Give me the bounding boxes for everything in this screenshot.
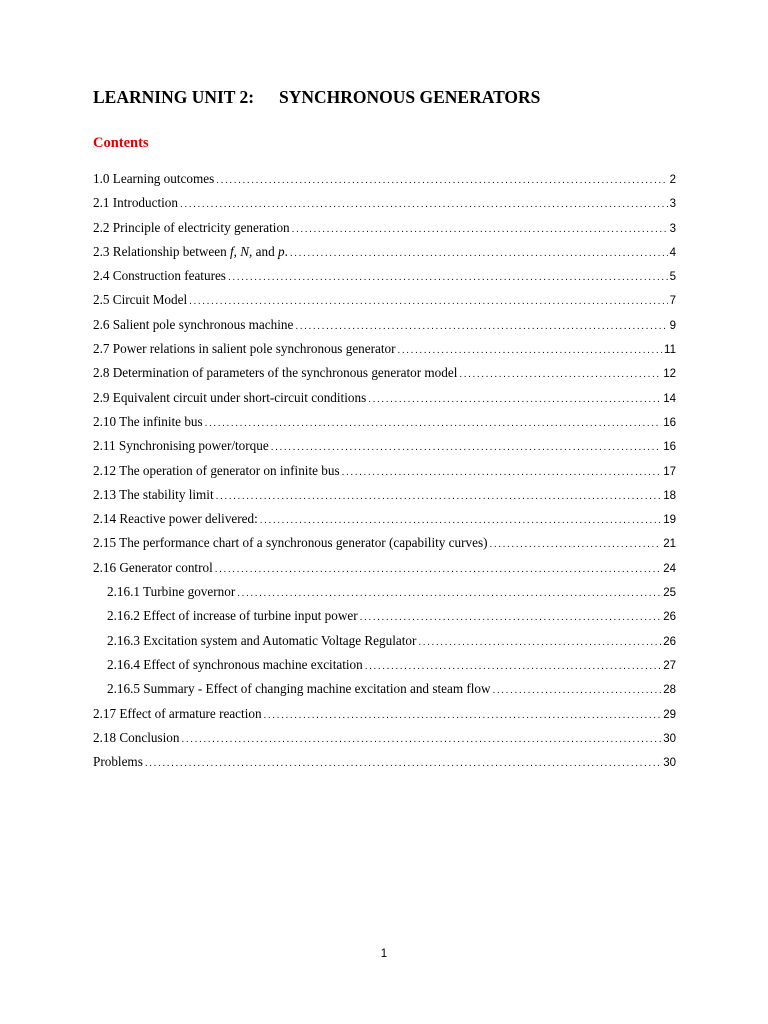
toc-entry-title: 2.16.2 Effect of increase of turbine input power	[107, 608, 358, 624]
toc-dot-leader	[260, 511, 661, 531]
toc-entry-title: 2.16.1 Turbine governor	[107, 584, 236, 600]
toc-entry[interactable]	[93, 242, 676, 266]
toc-dot-leader	[216, 487, 662, 507]
toc-entry[interactable]	[93, 752, 676, 776]
toc-page-number: 7	[669, 295, 676, 308]
toc-entry-title: 2.2 Principle of electricity generation	[93, 219, 290, 235]
toc-page-number: 30	[663, 757, 676, 770]
toc-page-number: 16	[663, 416, 676, 429]
toc-page-number: 18	[663, 489, 676, 502]
toc-entry[interactable]	[93, 315, 676, 339]
toc-entry[interactable]	[93, 436, 676, 460]
toc-page-number: 27	[663, 659, 676, 672]
toc-entry[interactable]	[93, 218, 676, 242]
toc-dot-leader	[360, 608, 662, 628]
page-number: 1	[380, 948, 388, 960]
toc-dot-leader	[215, 560, 661, 580]
toc-dot-leader	[418, 633, 661, 653]
toc-entry[interactable]	[93, 193, 676, 217]
toc-page-number: 12	[663, 368, 676, 381]
toc-entry-title: 2.3 Relationship between f, N, and p.	[93, 243, 288, 259]
toc-entry[interactable]	[93, 363, 676, 387]
toc-page-number: 14	[663, 392, 676, 405]
title-unit: LEARNING UNIT 2:	[93, 87, 255, 107]
toc-page-number: 2	[669, 174, 676, 186]
toc-entry[interactable]	[93, 266, 676, 290]
toc-dot-leader	[264, 706, 662, 726]
toc-entry-title: 2.5 Circuit Model	[93, 292, 188, 308]
toc-entry-title: 2.14 Reactive power delivered:	[93, 511, 258, 527]
toc-entry-title: 2.16.3 Excitation system and Automatic Voltage Regulator	[107, 632, 417, 648]
toc-entry-title: 2.10 The infinite bus	[93, 413, 203, 429]
toc-dot-leader	[459, 365, 661, 385]
toc-page-number: 24	[663, 562, 676, 575]
toc-page-number: 4	[669, 246, 676, 259]
table-of-contents	[93, 169, 676, 776]
toc-dot-leader	[228, 268, 668, 288]
toc-dot-leader	[181, 730, 661, 750]
toc-entry-title: 2.4 Construction features	[93, 268, 226, 284]
toc-subentry[interactable]	[93, 631, 676, 655]
toc-entry-title: 2.7 Power relations in salient pole synchronous generator	[93, 341, 396, 357]
toc-dot-leader	[295, 317, 667, 337]
toc-entry[interactable]	[93, 485, 676, 509]
toc-dot-leader	[398, 341, 663, 361]
toc-entry-title: 2.9 Equivalent circuit under short-circuit conditions	[93, 389, 367, 405]
toc-entry[interactable]	[93, 704, 676, 728]
toc-entry-title: 2.15 The performance chart of a synchronous generator (capability curves)	[93, 535, 488, 551]
toc-page-number: 5	[669, 271, 676, 284]
toc-entry[interactable]	[93, 412, 676, 436]
toc-page-number: 21	[663, 538, 676, 551]
toc-dot-leader	[365, 657, 661, 677]
toc-page-number: 29	[663, 708, 676, 721]
toc-entry-title: 2.18 Conclusion	[93, 729, 180, 745]
toc-entry[interactable]	[93, 290, 676, 314]
toc-subentry[interactable]	[93, 655, 676, 679]
page-title	[93, 87, 540, 108]
toc-entry[interactable]	[93, 509, 676, 533]
toc-entry-title: 2.6 Salient pole synchronous machine	[93, 316, 294, 332]
title-topic: SYNCHRONOUS GENERATORS	[279, 87, 541, 107]
toc-entry[interactable]	[93, 169, 676, 193]
toc-entry-title: 2.17 Effect of armature reaction	[93, 705, 262, 721]
toc-entry-title: 2.16 Generator control	[93, 559, 213, 575]
toc-page-number: 9	[669, 319, 676, 332]
toc-dot-leader	[490, 535, 662, 555]
toc-entry-title: 2.13 The stability limit	[93, 486, 214, 502]
toc-dot-leader	[180, 195, 668, 215]
toc-page-number: 30	[663, 732, 676, 745]
toc-dot-leader	[342, 463, 662, 483]
contents-heading: Contents	[93, 135, 149, 151]
toc-dot-leader	[368, 390, 661, 410]
toc-dot-leader	[216, 171, 667, 191]
toc-entry-title: 1.0 Learning outcomes	[93, 171, 215, 186]
toc-entry[interactable]	[93, 339, 676, 363]
toc-page-number: 17	[663, 465, 676, 478]
toc-entry-title: 2.8 Determination of parameters of the synchronous generator model	[93, 365, 458, 381]
toc-dot-leader	[145, 754, 661, 774]
toc-page-number: 26	[663, 635, 676, 648]
toc-page-number: 16	[663, 441, 676, 454]
toc-entry[interactable]	[93, 461, 676, 485]
toc-page-number: 11	[664, 344, 676, 357]
toc-page-number: 3	[669, 198, 676, 211]
toc-entry[interactable]	[93, 533, 676, 557]
toc-entry[interactable]	[93, 728, 676, 752]
toc-subentry[interactable]	[93, 606, 676, 630]
toc-dot-leader	[205, 414, 662, 434]
toc-subentry[interactable]	[93, 582, 676, 606]
toc-page-number: 28	[663, 684, 676, 697]
toc-entry[interactable]	[93, 388, 676, 412]
toc-entry-title: 2.16.4 Effect of synchronous machine excitation	[107, 656, 363, 672]
toc-dot-leader	[189, 292, 667, 312]
toc-entry-title: 2.12 The operation of generator on infinite bus	[93, 462, 340, 478]
toc-dot-leader	[493, 681, 662, 701]
toc-dot-leader	[271, 438, 662, 458]
toc-entry-title: 2.1 Introduction	[93, 195, 178, 211]
toc-dot-leader	[290, 244, 668, 264]
toc-page-number: 25	[663, 587, 676, 600]
toc-entry-title: 2.11 Synchronising power/torque	[93, 438, 269, 454]
toc-entry[interactable]	[93, 558, 676, 582]
toc-page-number: 3	[669, 222, 676, 235]
toc-page-number: 26	[663, 611, 676, 624]
toc-dot-leader	[292, 220, 668, 240]
toc-dot-leader	[237, 584, 661, 604]
toc-entry-title: 2.16.5 Summary - Effect of changing machine excitation and steam flow	[107, 681, 491, 697]
toc-subentry[interactable]	[93, 679, 676, 703]
toc-entry-title: Problems	[93, 754, 143, 770]
toc-page-number: 19	[663, 514, 676, 527]
